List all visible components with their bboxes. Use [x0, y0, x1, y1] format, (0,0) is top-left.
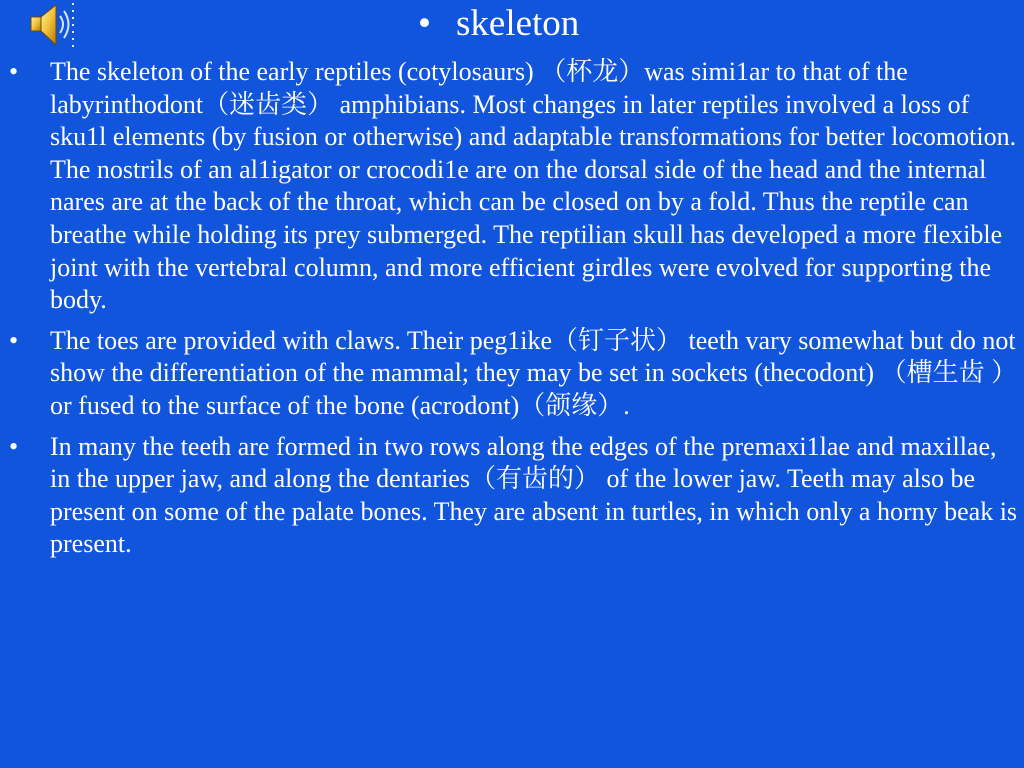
title-bullet: • — [418, 3, 431, 44]
bullet-marker: • — [9, 325, 19, 355]
speaker-icon[interactable] — [28, 0, 82, 50]
slide-title — [418, 2, 579, 46]
bullet-list — [0, 56, 1024, 569]
bullet-text: In many the teeth are formed in two rows along the edges of the premaxi1lae and maxillae, in the upper jaw, and along the dentaries（有齿的） of the lower jaw. Teeth may also be present on some of the palate bones. They are absent in turtles, in which only a horny beak is present. — [50, 431, 1018, 559]
title-text: skeleton — [456, 3, 580, 44]
bullet-text: The toes are provided with claws. Their peg1ike（钉子状） teeth vary somewhat but do not show the differentiation of the mammal; they may be set in sockets (thecodont) （槽生齿 ）or fused to the surface of the bone (acrodont)（颌缘）. — [50, 325, 1018, 420]
bullet-text: The skeleton of the early reptiles (cotylosaurs) （杯龙）was simi1ar to that of the labyrinthodont（迷齿类） amphibians. Most changes in later reptiles involved a loss of sku1l elements (by fusion or otherwise) and adaptable transformations for better locomotion. The nostrils of an al1igator or crocodi1e are on the dorsal side of the head and the internal nares are at the back of the throat, which can be closed on by a fold. Thus the reptile can breathe while holding its prey submerged. The reptilian skull has developed a more flexible joint with the vertebral column, and more efficient girdles were evolved for supporting the body. — [50, 57, 1017, 315]
bullet-item — [0, 325, 1024, 423]
bullet-marker: • — [9, 431, 19, 461]
bullet-marker: • — [9, 57, 19, 86]
bullet-item — [0, 431, 1024, 561]
speaker-icon-graphic — [28, 0, 82, 50]
bullet-item — [0, 56, 1024, 317]
